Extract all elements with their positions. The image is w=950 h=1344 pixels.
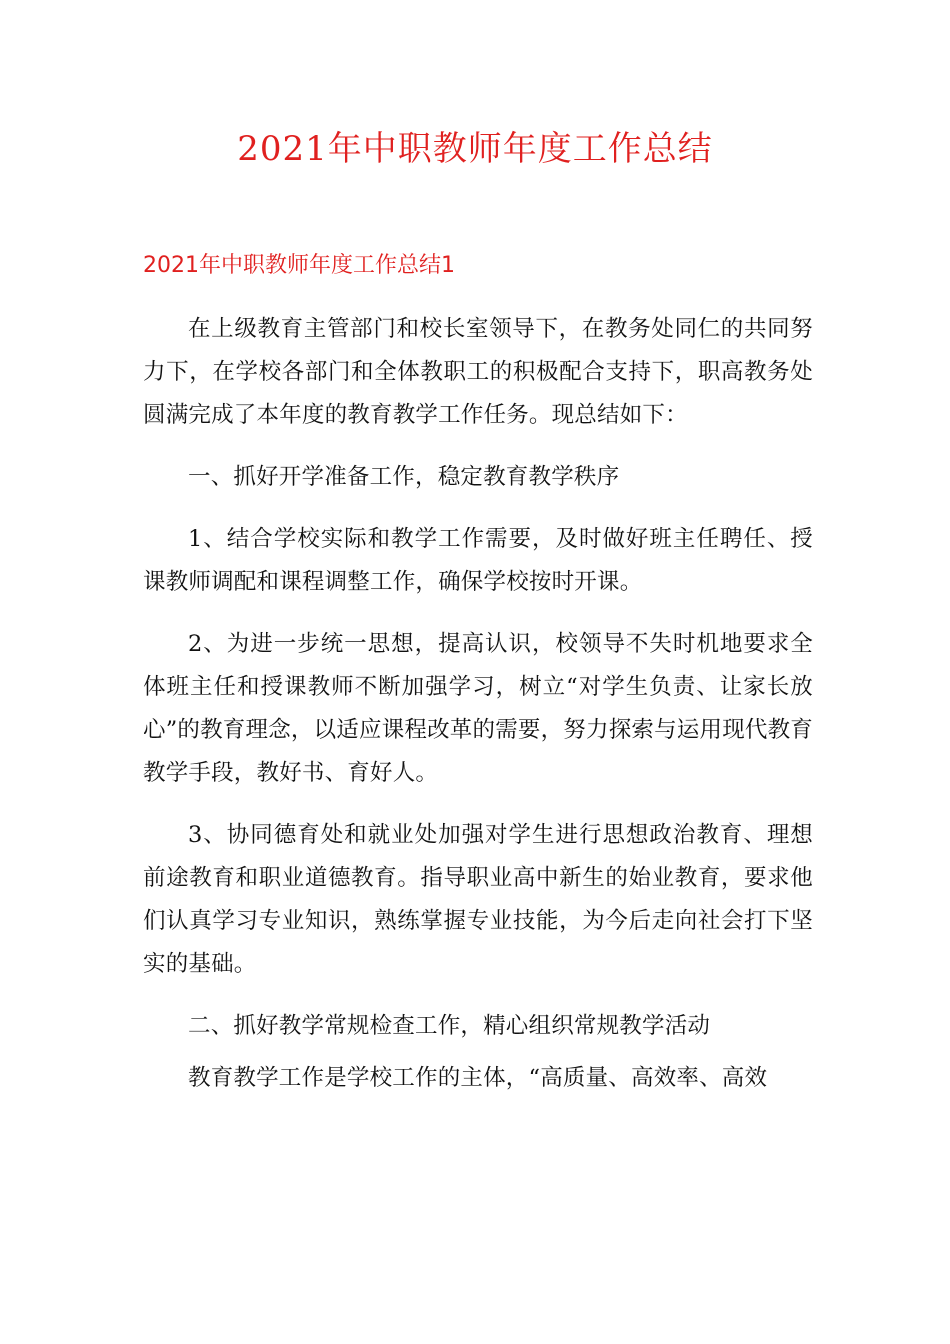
paragraph-item-1: 1、结合学校实际和教学工作需要，及时做好班主任聘任、授课教师调配和课程调整工作，确保学校按时开课。 — [143, 526, 813, 595]
document-body — [143, 308, 813, 1100]
paragraph-item-2: 2、为进一步统一思想，提高认识，校领导不失时机地要求全体班主任和授课教师不断加强学习，树立“对学生负责、让家长放心”的教育理念，以适应课程改革的需要，努力探索与运用现代教育教学手段，教好书、育好人。 — [143, 631, 814, 786]
paragraph-heading-2: 二、抓好教学常规检查工作，精心组织常规教学活动 — [188, 1013, 711, 1039]
document-title: 2021年中职教师年度工作总结 — [237, 129, 713, 169]
paragraph-intro: 在上级教育主管部门和校长室领导下，在教务处同仁的共同努力下，在学校各部门和全体教职工的积极配合支持下，职高教务处圆满完成了本年度的教育教学工作任务。现总结如下： — [143, 316, 813, 428]
paragraph-heading-1: 一、抓好开学准备工作，稳定教育教学秩序 — [188, 464, 620, 490]
section-title: 2021年中职教师年度工作总结1 — [143, 253, 455, 278]
paragraph-body: 教育教学工作是学校工作的主体，“高质量、高效率、高效 — [188, 1065, 768, 1091]
paragraph-item-3: 3、协同德育处和就业处加强对学生进行思想政治教育、理想前途教育和职业道德教育。指导职业高中新生的始业教育，要求他们认真学习专业知识，熟练掌握专业技能，为今后走向社会打下坚实的基础。 — [143, 822, 813, 977]
